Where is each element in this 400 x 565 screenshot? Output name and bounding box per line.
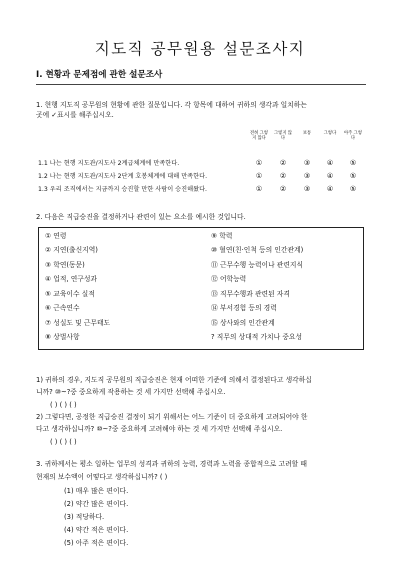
q1-column-header: 보통 <box>302 131 312 136</box>
q1-column-header: 전혀 그렇지 않다 <box>250 131 268 141</box>
rating-option[interactable]: ① <box>255 159 263 167</box>
factor-item: ⑧ 상벌사항 <box>45 333 80 341</box>
q1-prompt-line1: 1. 현행 지도직 공무원의 현황에 관한 질문입니다. 각 항목에 대하여 귀하의 생각과 일치하는 <box>36 101 307 109</box>
q1-prompt-line2: 곳에 ✓표시를 해주십시오. <box>36 111 114 119</box>
q3-option[interactable]: (3) 적당하다. <box>64 513 105 521</box>
q3-option[interactable]: (4) 약간 적은 편이다. <box>64 526 129 534</box>
factor-item: ⑩ 혈연(친·인척 등의 인간관계) <box>211 246 304 254</box>
factor-item: ⑫ 어학능력 <box>211 275 247 283</box>
rating-option[interactable]: ② <box>279 172 287 180</box>
q1-statement: 1.1 나는 현행 지도관/지도사 2계급체계에 만족한다. <box>38 160 180 167</box>
q3-prompt-line1: 3. 귀하께서는 평소 일하는 업무의 성격과 귀하의 능력, 경력과 노력을 종합적으로 고려할 때 <box>36 460 307 468</box>
factor-item: ⑤ 교육이수 실적 <box>45 290 95 298</box>
q1-statement: 1.2 나는 현행 지도관/지도사 2단계 호봉체계에 대해 만족한다. <box>38 173 208 180</box>
factor-item: ③ 학연(동문) <box>45 261 85 269</box>
rating-option[interactable]: ④ <box>326 185 334 193</box>
q1-statement: 1.3 우리 조직에서는 지금까지 승진할 만한 사람이 승진해왔다. <box>38 186 208 193</box>
factor-item: ⑭ 부서경험 등의 경력 <box>211 304 277 312</box>
answer-blanks[interactable]: ( ) ( ) ( ) <box>50 438 77 446</box>
rating-option[interactable]: ③ <box>303 185 311 193</box>
q2-sub2-line2: 다고 생각하십니까? ⑩~?중 중요하게 고려해야 하는 것 세 가지만 선택해 주십시오. <box>36 425 283 433</box>
factor-item: ⑥ 근속연수 <box>45 304 80 312</box>
factor-item: ⑬ 직무수행과 관련된 자격 <box>211 290 290 298</box>
factor-item: ⑮ 상사와의 인간관계 <box>211 319 275 327</box>
factor-item: ? 직무의 상대적 가치나 중요성 <box>211 333 303 341</box>
factor-item: ① 연령 <box>45 232 67 240</box>
q1-column-header: 그렇지 않다 <box>274 131 292 141</box>
rating-option[interactable]: ⑤ <box>349 172 357 180</box>
q2-prompt: 2. 다음은 직급승진을 결정하거나 관련이 있는 요소를 예시한 것입니다. <box>36 213 246 221</box>
rating-option[interactable]: ⑤ <box>349 185 357 193</box>
q3-option[interactable]: (5) 아주 적은 편이다. <box>64 539 129 547</box>
section-divider <box>36 84 366 85</box>
factor-list-box <box>38 227 364 350</box>
q2-sub2-line1: 2) 그렇다면, 공정한 직급승진 결정이 되기 위해서는 어느 기준이 더 중요하게 고려되어야 한 <box>36 413 308 421</box>
rating-option[interactable]: ③ <box>303 159 311 167</box>
q2-sub1-line1: 1) 귀하의 경우, 지도직 공무원의 직급승진은 현재 어떠한 기준에 의해서 결정된다고 생각하십 <box>36 376 312 384</box>
q2-sub1-line2: 니까? ⑩~?중 중요하게 작용하는 것 세 가지만 선택해 주십시오. <box>36 388 226 396</box>
factor-item: ② 지연(출신지역) <box>45 246 98 254</box>
factor-item: ④ 업적, 연구성과 <box>45 275 97 283</box>
factor-item: ⑦ 성실도 및 근무태도 <box>45 319 111 327</box>
rating-option[interactable]: ② <box>279 159 287 167</box>
answer-blanks[interactable]: ( ) ( ) ( ) <box>50 401 77 409</box>
rating-option[interactable]: ① <box>255 172 263 180</box>
rating-option[interactable]: ④ <box>326 159 334 167</box>
q3-option[interactable]: (1) 매우 많은 편이다. <box>64 487 129 495</box>
section-heading: I. 현황과 문제점에 관한 설문조사 <box>36 70 163 80</box>
rating-option[interactable]: ⑤ <box>349 159 357 167</box>
rating-option[interactable]: ④ <box>326 172 334 180</box>
rating-option[interactable]: ③ <box>303 172 311 180</box>
q1-column-header: 그렇다 <box>323 131 337 136</box>
q1-column-header: 아주 그렇다 <box>344 131 362 141</box>
factor-item: ⑪ 근무수행 능력이나 관련지식 <box>211 261 304 269</box>
q3-option[interactable]: (2) 약간 많은 편이다. <box>64 500 129 508</box>
q3-prompt-line2: 현재의 보수액이 어떻다고 생각하십니까? ( ) <box>36 473 168 481</box>
rating-option[interactable]: ① <box>255 185 263 193</box>
document-title: 지도직 공무원용 설문조사지 <box>94 40 306 58</box>
rating-option[interactable]: ② <box>279 185 287 193</box>
factor-item: ⑨ 학력 <box>211 232 233 240</box>
